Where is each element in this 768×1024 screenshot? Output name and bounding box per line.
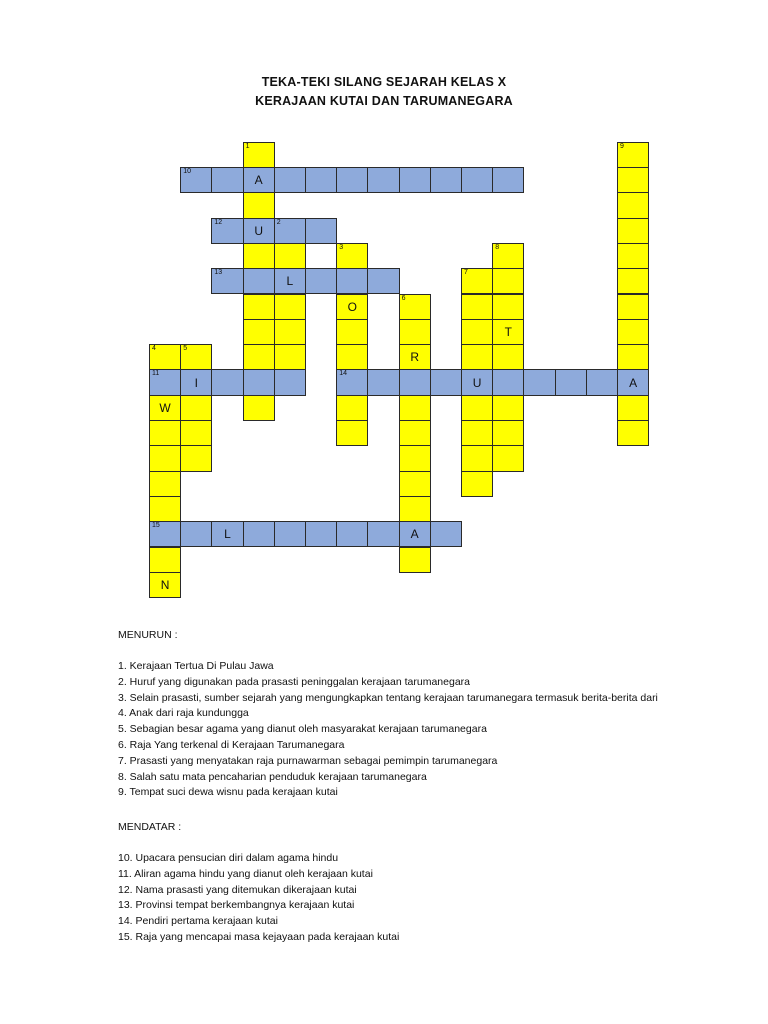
crossword-cell[interactable] [399,420,431,446]
crossword-cell[interactable] [461,167,493,193]
crossword-cell[interactable] [243,294,275,320]
crossword-cell[interactable] [149,420,181,446]
crossword-cell[interactable] [461,395,493,421]
across-clue: 10. Upacara pensucian diri dalam agama hindu [118,852,339,864]
down-clues-section [118,627,738,801]
crossword-cell[interactable] [274,344,306,370]
clue-number: 3 [339,243,344,251]
crossword-cell[interactable] [617,344,649,370]
given-letter: O [347,299,357,314]
down-clue: 7. Prasasti yang menyatakan raja purnawarman sebagai pemimpin tarumanegara [118,754,498,767]
crossword-cell[interactable] [149,496,181,522]
crossword-cell[interactable] [617,369,649,395]
down-clue: 2. Huruf yang digunakan pada prasasti peninggalan kerajaan tarumanegara [118,675,470,688]
crossword-cell[interactable] [399,395,431,421]
clue-number: 13 [214,269,223,277]
crossword-cell[interactable] [180,344,212,370]
crossword-cell[interactable] [180,395,212,421]
crossword-cell[interactable] [492,445,524,471]
given-letter: L [224,527,231,542]
crossword-cell[interactable] [211,218,243,244]
crossword-cell[interactable] [399,369,431,395]
crossword-cell[interactable] [367,521,399,547]
crossword-cell[interactable] [274,243,306,269]
crossword-cell[interactable] [336,395,368,421]
crossword-cell[interactable] [180,369,212,395]
crossword-cell[interactable] [399,167,431,193]
given-letter: A [629,375,638,390]
crossword-cell[interactable] [399,344,431,370]
crossword-cell[interactable] [274,319,306,345]
down-clue: 4. Anak dari raja kundungga [118,707,249,720]
clue-number: 4 [152,345,156,353]
crossword-cell[interactable] [399,319,431,345]
crossword-cell[interactable] [336,268,368,294]
crossword-cell[interactable] [180,445,212,471]
crossword-cell[interactable] [492,294,524,320]
given-letter: W [159,400,171,415]
crossword-cell[interactable] [336,243,368,269]
crossword-cell[interactable] [617,268,649,294]
crossword-cell[interactable] [492,167,524,193]
given-letter: A [410,527,419,542]
crossword-cell[interactable] [180,521,212,547]
crossword-cell[interactable] [243,395,275,421]
crossword-cell[interactable] [336,319,368,345]
crossword-cell[interactable] [461,471,493,497]
clue-number: 12 [214,218,223,226]
crossword-cell[interactable] [149,395,181,421]
crossword-cell[interactable] [492,243,524,269]
crossword-cell[interactable] [336,521,368,547]
clue-number: 9 [620,142,624,150]
crossword-cell[interactable] [336,369,368,395]
down-clue: 9. Tempat suci dewa wisnu pada kerajaan kutai [118,786,338,799]
crossword-cell[interactable] [430,521,462,547]
given-letter: I [194,375,198,390]
down-clue: 3. Selain prasasti, sumber sejarah yang mengungkapkan tentang kerajaan tarumanegara termasuk berita-berita dari [118,691,658,704]
clue-number: 11 [152,370,160,378]
crossword-cell[interactable] [243,167,275,193]
crossword-cell[interactable] [274,369,306,395]
across-clues-heading: MENDATAR : [118,821,182,833]
crossword-cell[interactable] [211,268,243,294]
crossword-cell[interactable] [586,369,618,395]
crossword-cell[interactable] [336,167,368,193]
crossword-cell[interactable] [461,445,493,471]
crossword-cell[interactable] [305,521,337,547]
crossword-cell[interactable] [243,218,275,244]
clue-number: 15 [152,522,160,530]
down-clue: 5. Sebagian besar agama yang dianut oleh masyarakat kerajaan tarumanegara [118,723,487,736]
crossword-cell[interactable] [149,445,181,471]
crossword-cell[interactable] [243,369,275,395]
crossword-cell[interactable] [336,294,368,320]
crossword-cell[interactable] [492,344,524,370]
across-clue: 12. Nama prasasti yang ditemukan dikerajaan kutai [118,883,357,896]
crossword-cell[interactable] [367,167,399,193]
crossword-cell[interactable] [211,167,243,193]
crossword-cell[interactable] [149,344,181,370]
clue-number: 10 [183,168,191,175]
crossword-cell[interactable] [399,471,431,497]
crossword-cell[interactable] [149,572,181,598]
crossword-cell[interactable] [367,268,399,294]
crossword-cell[interactable] [555,369,587,395]
crossword-cell[interactable] [617,319,649,345]
down-clue: 1. Kerajaan Tertua Di Pulau Jawa [118,660,274,672]
crossword-cell[interactable] [399,294,431,320]
crossword-cell[interactable] [336,344,368,370]
crossword-cell[interactable] [617,167,649,193]
crossword-cell[interactable] [399,445,431,471]
worksheet-title: TEKA-TEKI SILANG SEJARAH KELAS X [261,75,507,89]
given-letter: R [410,350,420,365]
crossword-cell[interactable] [492,369,524,395]
given-letter: U [472,375,482,390]
crossword-cell[interactable] [399,496,431,522]
across-clues-section [118,819,738,946]
crossword-cell[interactable] [617,243,649,269]
crossword-cell[interactable] [492,319,524,345]
crossword-cell[interactable] [149,369,181,395]
clue-number: 14 [339,370,347,378]
crossword-cell[interactable] [492,395,524,421]
crossword-cell[interactable] [149,521,181,547]
crossword-cell[interactable] [461,344,493,370]
clue-number: 8 [495,243,500,251]
crossword-cell[interactable] [274,268,306,294]
clue-number: 2 [276,218,281,226]
crossword-cell[interactable] [617,420,649,446]
crossword-cell[interactable] [305,268,337,294]
crossword-cell[interactable] [430,167,462,193]
down-clues-heading: MENURUN : [118,629,178,641]
crossword-cell[interactable] [461,268,493,294]
crossword-cell[interactable] [274,294,306,320]
crossword-cell[interactable] [617,218,649,244]
across-clue: 11. Aliran agama hindu yang dianut oleh kerajaan kutai [118,867,373,880]
crossword-cell[interactable] [305,218,337,244]
crossword-cell[interactable] [211,369,243,395]
across-clue: 13. Provinsi tempat berkembangnya kerajaan kutai [118,899,355,912]
given-letter: A [254,173,263,188]
given-letter: N [160,577,170,592]
crossword-cell[interactable] [243,142,275,168]
crossword-cell[interactable] [367,369,399,395]
crossword-cell[interactable] [461,420,493,446]
crossword-cell[interactable] [274,167,306,193]
crossword-cell[interactable] [243,268,275,294]
given-letter: T [504,324,512,339]
crossword-cell[interactable] [461,294,493,320]
crossword-cell[interactable] [180,167,212,193]
crossword-cell[interactable] [274,521,306,547]
crossword-cell[interactable] [149,547,181,573]
crossword-cell[interactable] [305,167,337,193]
clue-number: 6 [401,294,406,302]
crossword-cell[interactable] [243,192,275,218]
across-clue: 15. Raja yang mencapai masa kejayaan pada kerajaan kutai [118,930,400,943]
crossword-cell[interactable] [617,192,649,218]
clue-number: 7 [464,269,468,277]
crossword-cell[interactable] [617,294,649,320]
crossword-cell[interactable] [180,420,212,446]
crossword-cell[interactable] [274,218,306,244]
given-letter: U [254,223,264,238]
down-clue: 8. Salah satu mata pencaharian penduduk kerajaan tarumanegara [118,770,427,783]
crossword-cell[interactable] [492,268,524,294]
crossword-cell[interactable] [243,521,275,547]
crossword-cell[interactable] [523,369,555,395]
crossword-cell[interactable] [617,395,649,421]
clue-number: 1 [245,142,250,150]
crossword-cell[interactable] [211,521,243,547]
crossword-cell[interactable] [149,471,181,497]
crossword-cell[interactable] [617,142,649,168]
crossword-cell[interactable] [243,319,275,345]
down-clue: 6. Raja Yang terkenal di Kerajaan Tarumanegara [118,738,345,751]
crossword-cell[interactable] [336,420,368,446]
crossword-cell[interactable] [492,420,524,446]
crossword-cell[interactable] [399,521,431,547]
across-clue: 14. Pendiri pertama kerajaan kutai [118,915,278,928]
crossword-cell[interactable] [461,319,493,345]
given-letter: L [286,274,294,289]
worksheet-subtitle: KERAJAAN KUTAI DAN TARUMANEGARA [255,94,513,108]
crossword-cell[interactable] [243,344,275,370]
crossword-cell[interactable] [430,369,462,395]
clue-number: 5 [183,345,188,353]
crossword-cell[interactable] [243,243,275,269]
crossword-cell[interactable] [461,369,493,395]
crossword-cell[interactable] [399,547,431,573]
